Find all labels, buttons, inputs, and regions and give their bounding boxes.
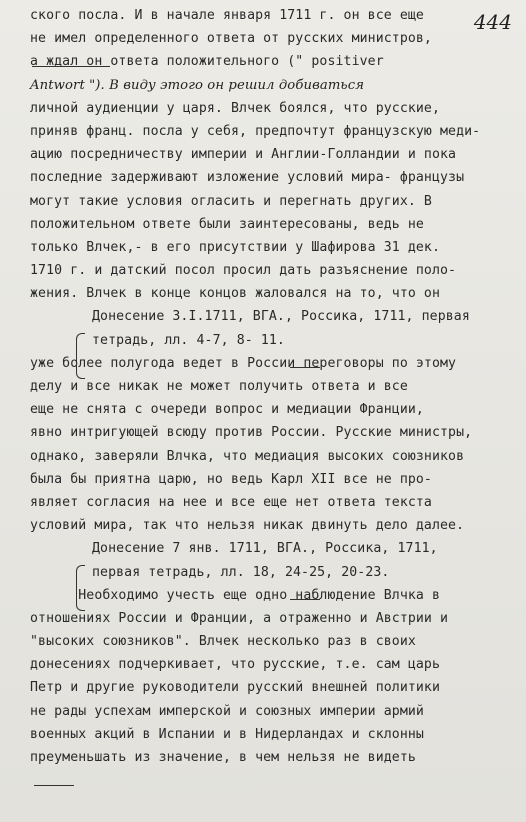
paragraph-2 [30,352,500,538]
text-line: Необходимо учесть еще одно наблюдение Влчка в [30,587,441,603]
text-line: только Влчек,- в его присутствии у Шафирова 31 дек. [30,239,441,255]
footnote-1 [30,305,500,351]
text-line: донесениях подчеркивает, что русские, т.е. сам царь [30,657,441,673]
text-line: однако, заверяли Влчка, что медиация высоких союзников [30,448,465,464]
text-line: условий мира, так что нельзя никак двинуть дело далее. [30,518,465,534]
text-line: не рады успехам имперской и союзных империи армий [30,703,424,719]
text-line: еще не снята с очереди вопрос и медиации Франции, [30,402,424,418]
footnote-line: Донесение 3.I.1711, ВГА., Россика, 1711, первая [92,309,470,325]
text-line: "высоких союзников". Влчек несколько раз в своих [30,634,416,650]
text-line: была бы приятна царю, но ведь Карл XII все не про- [30,471,432,487]
footnote-line: первая тетрадь, лл. 18, 24-25, 20-23. [92,564,390,580]
body-text [30,4,500,769]
text-line: являет согласия на нее и все еще нет ответа текста [30,494,432,510]
text-line: Петр и другие руководители русский внешней политики [30,680,441,696]
text-line: не имел определенного ответа от русских министров, [30,31,432,47]
text-line: положительном ответе были заинтересованы, ведь не [30,216,424,232]
text-line: ского посла. И в начале января 1711 г. он все еще [30,8,424,23]
footnote-2 [30,537,500,583]
footnote-bracket [76,565,85,611]
footnote-line: тетрадь, лл. 4-7, 8- 11. [92,332,285,348]
paragraph-3 [30,584,500,770]
text-line: могут такие условия огласить и перегнать других. В [30,193,432,209]
text-line: уже более полугода ведет в России переговоры по этому [30,355,457,371]
paragraph-1 [30,4,500,305]
text-line: жения. Влчек в конце концов жаловался на то, что он [30,286,441,302]
pencil-underline [32,66,110,67]
text-line: личной аудиенции у царя. Влчек боялся, что русские, [30,100,441,116]
text-line: преуменьшать из значение, в чем нельзя не видеть [30,750,416,765]
text-line: Antwort "). В виду этого он решил добиваться [30,77,365,93]
footnote-line: Донесение 7 янв. 1711, ВГА., Россика, 1711, [92,541,438,557]
text-line: военных акций в Испании и в Нидерландах и склонны [30,726,424,742]
text-line: отношениях России и Франции, а отраженно и Австрии и [30,610,449,626]
text-line: ацию посредничеству империи и Англии-Голландии и пока [30,147,457,163]
text-line: последние задерживают изложение условий мира- французы [30,170,465,186]
pencil-underline [290,599,320,600]
footnote-bracket [76,333,85,379]
text-line: делу и все никак не может получить ответа и все [30,379,408,394]
text-line: приняв франц. посла у себя, предпочтут французскую меди- [30,123,481,139]
text-line: явно интригующей всюду против России. Русские министры, [30,425,473,441]
text-line: 1710 г. и датский посол просил дать разъяснение поло- [30,263,457,279]
pencil-underline [34,785,74,786]
text-line: а ждал он ответа положительного (" positiver [30,54,384,70]
pencil-underline [290,367,320,368]
page-number: 444 [473,10,512,34]
